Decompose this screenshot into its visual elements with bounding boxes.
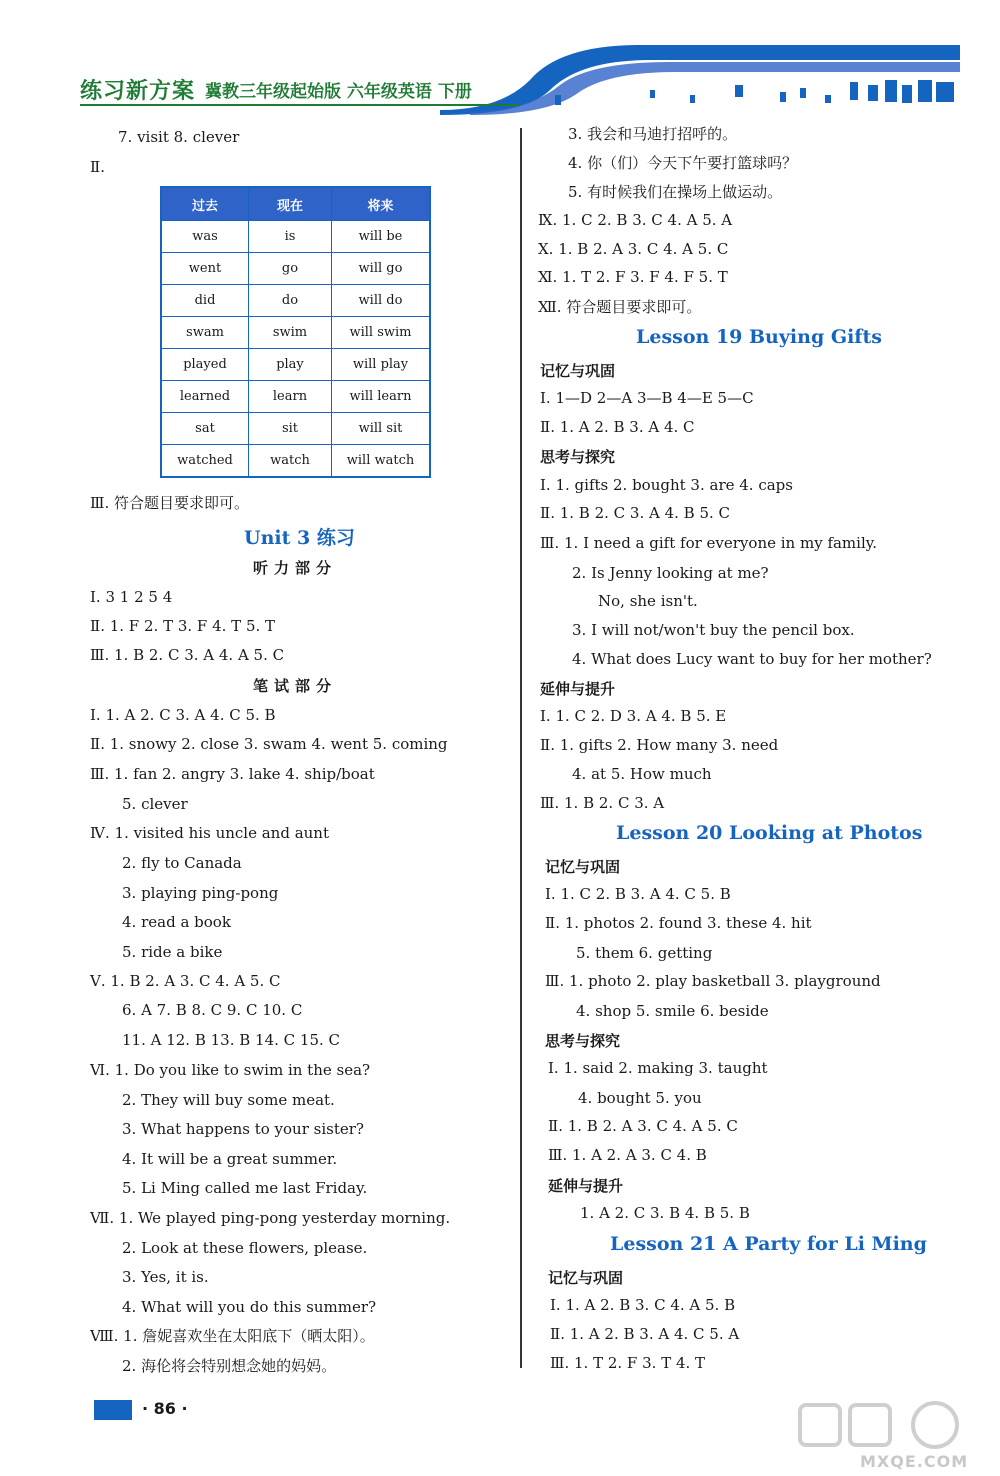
- answer-line: 4. 你（们）今天下午要打篮球吗？: [568, 154, 798, 172]
- table-row: [161, 413, 430, 445]
- column-divider: [520, 128, 522, 1368]
- answer-line: 4. What will you do this summer?: [122, 1298, 377, 1316]
- answer-line: 7. visit 8. clever: [118, 128, 240, 146]
- answer-line: 5. them 6. getting: [576, 944, 713, 962]
- answer-line: Ⅲ. 符合题目要求即可。: [90, 494, 250, 512]
- table-cell: will go: [332, 253, 431, 285]
- table-cell: learn: [249, 381, 332, 413]
- section-label: Ⅱ.: [90, 158, 105, 176]
- section-heading: 听力部分: [253, 559, 338, 577]
- subsection-heading: 延伸与提升: [548, 1177, 624, 1195]
- answer-line: Ⅱ. 1. photos 2. found 3. these 4. hit: [545, 914, 812, 932]
- watermark-text: MXQE.COM: [860, 1452, 969, 1471]
- table-cell: will learn: [332, 381, 431, 413]
- answer-line: Ⅴ. 1. B 2. A 3. C 4. A 5. C: [90, 972, 281, 990]
- table-cell: will be: [332, 221, 431, 253]
- table-cell: go: [249, 253, 332, 285]
- answer-line: Ⅲ. 1. I need a gift for everyone in my family.: [540, 534, 878, 552]
- answer-line: Ⅲ. 1. photo 2. play basketball 3. playground: [545, 972, 881, 990]
- table-row: [161, 285, 430, 317]
- answer-line: Ⅰ. 3 1 2 5 4: [90, 588, 173, 606]
- table-row: [161, 317, 430, 349]
- answer-line: Ⅲ. 1. B 2. C 3. A: [540, 794, 665, 812]
- answer-line: Ⅻ. 符合题目要求即可。: [538, 298, 702, 316]
- answer-line: Ⅱ. 1. F 2. T 3. F 4. T 5. T: [90, 617, 276, 635]
- answer-line: Ⅺ. 1. T 2. F 3. F 4. F 5. T: [538, 268, 728, 286]
- answer-line: Ⅱ. 1. A 2. B 3. A 4. C 5. A: [550, 1325, 740, 1343]
- answer-line: 3. playing ping-pong: [122, 884, 279, 902]
- table-cell: will sit: [332, 413, 431, 445]
- answer-line: Ⅰ. 1. C 2. B 3. A 4. C 5. B: [545, 885, 731, 903]
- answer-line: 3. Yes, it is.: [122, 1268, 209, 1286]
- answer-line: 5. clever: [122, 795, 188, 813]
- page-header: [0, 0, 1000, 115]
- answer-line: Ⅶ. 1. We played ping-pong yesterday morning.: [90, 1209, 451, 1227]
- table-cell: will watch: [332, 445, 431, 478]
- subsection-heading: 延伸与提升: [540, 680, 616, 698]
- answer-line: Ⅰ. 1. A 2. C 3. A 4. C 5. B: [90, 706, 276, 724]
- lesson-title: Lesson 20 Looking at Photos: [616, 822, 923, 844]
- table-cell: sat: [161, 413, 249, 445]
- answer-line: 4. read a book: [122, 913, 231, 931]
- brand-title: 练习新方案: [80, 79, 196, 104]
- answer-line: Ⅲ. 1. fan 2. angry 3. lake 4. ship/boat: [90, 765, 375, 783]
- table-cell: will play: [332, 349, 431, 381]
- table-header: 现在: [249, 187, 332, 221]
- table-cell: sit: [249, 413, 332, 445]
- answer-line: Ⅱ. 1. snowy 2. close 3. swam 4. went 5. coming: [90, 735, 448, 753]
- header-underline: [80, 104, 520, 106]
- table-cell: did: [161, 285, 249, 317]
- table-cell: will swim: [332, 317, 431, 349]
- table-cell: went: [161, 253, 249, 285]
- answer-line: Ⅱ. 1. B 2. A 3. C 4. A 5. C: [548, 1117, 738, 1135]
- answer-line: Ⅰ. 1. C 2. D 3. A 4. B 5. E: [540, 707, 727, 725]
- answer-line: 4. bought 5. you: [578, 1089, 702, 1107]
- answer-line: Ⅸ. 1. C 2. B 3. C 4. A 5. A: [538, 211, 733, 229]
- edition-title: 冀教三年级起始版 六年级英语 下册: [205, 82, 472, 102]
- answer-line: 4. What does Lucy want to buy for her mother?: [572, 650, 932, 668]
- table-cell: swim: [249, 317, 332, 349]
- tense-table: [160, 186, 431, 478]
- table-cell: will do: [332, 285, 431, 317]
- answer-line: 5. ride a bike: [122, 943, 223, 961]
- answer-line: Ⅲ. 1. B 2. C 3. A 4. A 5. C: [90, 646, 285, 664]
- answer-line: Ⅷ. 1. 詹妮喜欢坐在太阳底下（晒太阳）。: [90, 1327, 375, 1345]
- answer-line: 2. Look at these flowers, please.: [122, 1239, 368, 1257]
- answer-line: Ⅱ. 1. gifts 2. How many 3. need: [540, 736, 779, 754]
- table-cell: is: [249, 221, 332, 253]
- subsection-heading: 思考与探究: [540, 448, 616, 466]
- answer-line: 3. I will not/won't buy the pencil box.: [572, 621, 855, 639]
- table-cell: was: [161, 221, 249, 253]
- table-cell: watch: [249, 445, 332, 478]
- answer-line: 3. What happens to your sister?: [122, 1120, 364, 1138]
- answer-line: Ⅵ. 1. Do you like to swim in the sea?: [90, 1061, 371, 1079]
- table-header: 过去: [161, 187, 249, 221]
- table-row: [161, 349, 430, 381]
- answer-line: Ⅰ. 1—D 2—A 3—B 4—E 5—C: [540, 389, 754, 407]
- answer-line: 2. Is Jenny looking at me?: [572, 564, 769, 582]
- table-row: [161, 253, 430, 285]
- page-number-bar: [94, 1400, 132, 1420]
- subsection-heading: 记忆与巩固: [540, 362, 616, 380]
- answer-line: 11. A 12. B 13. B 14. C 15. C: [122, 1031, 341, 1049]
- answer-line: Ⅰ. 1. said 2. making 3. taught: [548, 1059, 768, 1077]
- answer-line: Ⅹ. 1. B 2. A 3. C 4. A 5. C: [538, 240, 729, 258]
- answer-line: No, she isn't.: [598, 592, 698, 610]
- unit-title: Unit 3 练习: [244, 527, 355, 549]
- table-cell: do: [249, 285, 332, 317]
- answer-line: 6. A 7. B 8. C 9. C 10. C: [122, 1001, 303, 1019]
- answer-line: Ⅰ. 1. gifts 2. bought 3. are 4. caps: [540, 476, 793, 494]
- table-row: [161, 221, 430, 253]
- answer-line: 4. shop 5. smile 6. beside: [576, 1002, 769, 1020]
- table-row: [161, 381, 430, 413]
- page-number: · 86 ·: [142, 1399, 188, 1418]
- subsection-heading: 记忆与巩固: [548, 1269, 624, 1287]
- table-cell: played: [161, 349, 249, 381]
- subsection-heading: 思考与探究: [545, 1032, 621, 1050]
- answer-line: 2. fly to Canada: [122, 854, 242, 872]
- subsection-heading: 记忆与巩固: [545, 858, 621, 876]
- answer-line: Ⅲ. 1. T 2. F 3. T 4. T: [550, 1354, 706, 1372]
- answer-line: 2. 海伦将会特别想念她的妈妈。: [122, 1357, 337, 1375]
- lesson-title: Lesson 21 A Party for Li Ming: [610, 1233, 927, 1255]
- table-cell: watched: [161, 445, 249, 478]
- answer-line: Ⅱ. 1. A 2. B 3. A 4. C: [540, 418, 695, 436]
- answer-line: 3. 我会和马迪打招呼的。: [568, 125, 738, 143]
- answer-line: 5. Li Ming called me last Friday.: [122, 1179, 368, 1197]
- table-cell: play: [249, 349, 332, 381]
- table-row: [161, 445, 430, 478]
- section-heading: 笔试部分: [253, 677, 338, 695]
- table-header: 将来: [332, 187, 431, 221]
- answer-line: Ⅰ. 1. A 2. B 3. C 4. A 5. B: [550, 1296, 736, 1314]
- lesson-title: Lesson 19 Buying Gifts: [636, 326, 882, 348]
- answer-line: 5. 有时候我们在操场上做运动。: [568, 183, 783, 201]
- answer-line: Ⅲ. 1. A 2. A 3. C 4. B: [548, 1146, 707, 1164]
- answer-line: 2. They will buy some meat.: [122, 1091, 335, 1109]
- answer-line: 4. at 5. How much: [572, 765, 712, 783]
- answer-line: 1. A 2. C 3. B 4. B 5. B: [580, 1204, 750, 1222]
- answer-line: 4. It will be a great summer.: [122, 1150, 338, 1168]
- answer-line: Ⅱ. 1. B 2. C 3. A 4. B 5. C: [540, 504, 731, 522]
- table-cell: learned: [161, 381, 249, 413]
- answer-line: Ⅳ. 1. visited his uncle and aunt: [90, 824, 329, 842]
- table-cell: swam: [161, 317, 249, 349]
